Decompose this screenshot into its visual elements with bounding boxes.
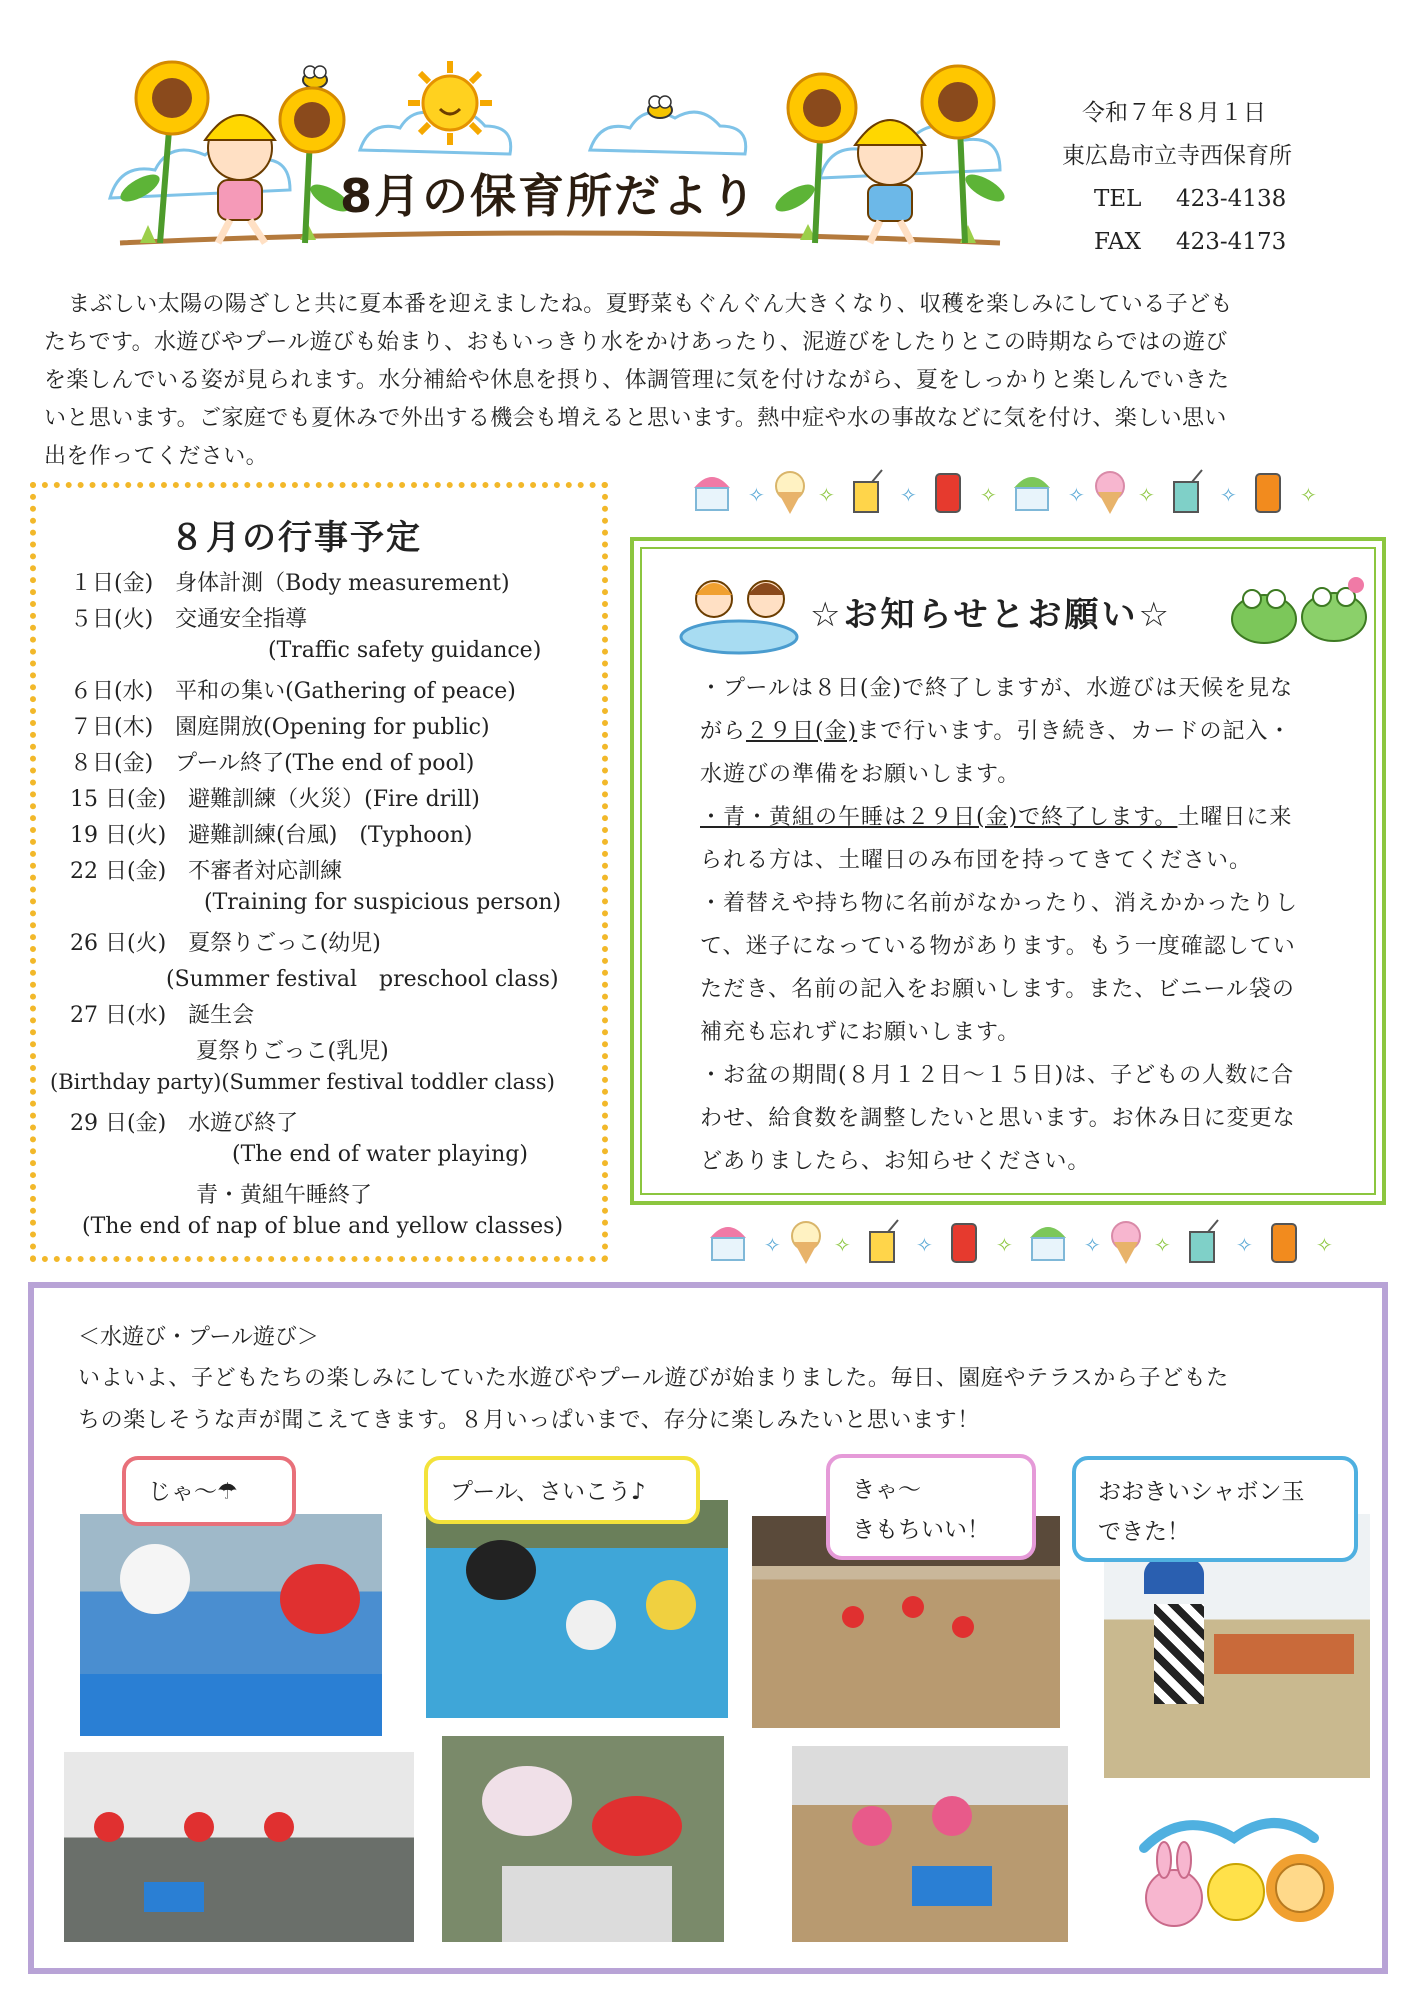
ice-cream-icon — [1112, 1222, 1140, 1264]
svg-text:✧: ✧ — [916, 1233, 933, 1257]
event-line: (Training for suspicious person) — [204, 890, 562, 915]
speech-bubble-1: じゃ～☂ — [122, 1456, 296, 1526]
water-play-heading: ＜水遊び・プール遊び＞ — [78, 1325, 319, 1350]
notice-text: 土曜日に来 — [1177, 805, 1293, 830]
sweets-decoration-row — [706, 1218, 1366, 1268]
svg-text:✧: ✧ — [1220, 483, 1237, 507]
soda-can-icon — [936, 474, 960, 512]
notice-box — [630, 537, 1386, 1205]
fax-label: FAX — [1094, 229, 1141, 255]
event-line: 22 日(金) 不審者対応訓練 — [70, 859, 343, 884]
shaved-ice-icon — [710, 1227, 746, 1260]
fax-number: 423-4173 — [1176, 229, 1287, 255]
intro-line: まぶしい太陽の陽ざしと共に夏本番を迎えましたね。夏野菜もぐんぐん大きくなり、収穫を楽しみにしている子ども — [68, 292, 1233, 317]
events-title: ８月の行事予定 — [170, 518, 422, 558]
event-line: 夏祭りごっこ(乳児) — [196, 1039, 389, 1064]
tel-label: TEL — [1094, 186, 1142, 212]
photo-terrace-water — [64, 1752, 414, 1942]
svg-text:✧: ✧ — [996, 1233, 1013, 1257]
event-line: 15 日(金) 避難訓練（火災）(Fire drill) — [70, 787, 480, 812]
svg-text:✧: ✧ — [1316, 1233, 1333, 1257]
animals-splash-icon — [1124, 1808, 1344, 1948]
notice-line: どありましたら、お知らせください。 — [700, 1149, 1091, 1174]
boy-child-icon — [855, 120, 925, 243]
event-line: ６日(水) 平和の集い(Gathering of peace) — [70, 679, 516, 704]
speech-bubble-4 — [1072, 1456, 1358, 1562]
frogs-icon — [1224, 571, 1374, 651]
event-line: (Traffic safety guidance) — [268, 638, 542, 663]
tel-number: 423-4138 — [1176, 186, 1287, 212]
water-play-line: いよいよ、子どもたちの楽しみにしていた水遊びやプール遊びが始まりました。毎日、園庭やテラスから子どもた — [78, 1366, 1229, 1391]
notice-text: まで行います。引き続き、カードの記入・ — [857, 719, 1292, 744]
tel-row — [1062, 178, 1292, 221]
page-title: 8月の保育所だより — [340, 169, 759, 223]
intro-line: たちです。水遊びやプール遊びも始まり、おもいっきり水をかけあったり、泥遊びをしたりとこの時期ならではの遊び — [44, 330, 1228, 355]
intro-line: を楽しんでいる姿が見られます。水分補給や休息を摂り、体調管理に気を付けながら、夏をしっかりと楽しんでいきた — [44, 368, 1230, 393]
svg-text:✧: ✧ — [1236, 1233, 1253, 1257]
notice-title: ☆お知らせとお願い☆ — [810, 595, 1172, 635]
bubble-line: きもちいい！ — [852, 1517, 990, 1543]
notice-underlined-date: ２９日(金) — [746, 719, 858, 744]
event-line: 27 日(水) 誕生会 — [70, 1003, 255, 1028]
photo-water-splash — [442, 1736, 724, 1942]
photo-water-play-1 — [80, 1514, 382, 1736]
event-line: 29 日(金) 水遊び終了 — [70, 1111, 299, 1136]
event-line: (Summer festival preschool class) — [166, 967, 559, 992]
notice-line: ・お盆の期間(８月１２日～１５日)は、子どもの人数に合 — [700, 1063, 1295, 1088]
event-line: ７日(木) 園庭開放(Opening for public) — [70, 715, 490, 740]
notice-line: ・プールは８日(金)で終了しますが、水遊びは天候を見な — [700, 676, 1294, 701]
bee-icon — [303, 66, 327, 88]
event-line: 青・黄組午睡終了 — [196, 1183, 373, 1208]
event-line: (The end of nap of blue and yellow classes) — [82, 1214, 564, 1239]
bubble-line: おおきいシャボン玉 — [1098, 1479, 1305, 1505]
fax-row — [1062, 221, 1292, 264]
juice-icon — [1190, 1220, 1218, 1262]
shaved-ice-icon — [694, 477, 730, 510]
svg-text:✧: ✧ — [1084, 1233, 1101, 1257]
notice-line: ただき、名前の記入をお願いします。また、ビニール袋の — [700, 977, 1295, 1002]
soda-can-icon — [952, 1224, 976, 1262]
header-info — [1062, 92, 1292, 264]
notice-line: 水遊びの準備をお願いします。 — [700, 762, 1021, 787]
juice-icon — [854, 470, 882, 512]
svg-text:✧: ✧ — [764, 1233, 781, 1257]
speech-bubble-2: プール、さいこう♪ — [424, 1456, 700, 1524]
issue-date: 令和７年８月１日 — [1082, 100, 1266, 126]
notice-body — [700, 667, 1360, 1183]
events-schedule-box — [30, 482, 608, 1262]
svg-text:✧: ✧ — [980, 483, 997, 507]
notice-line: ・着替えや持ち物に名前がなかったり、消えかかったりし — [700, 891, 1299, 916]
ice-cream-icon — [1096, 472, 1124, 514]
photo-pool-play — [426, 1500, 728, 1718]
notice-line — [700, 796, 1360, 839]
svg-text:✧: ✧ — [748, 483, 765, 507]
bee-icon — [648, 96, 672, 118]
svg-text:✧: ✧ — [818, 483, 835, 507]
notice-underlined-text: ・青・黄組の午睡は２９日(金)で終了します。 — [700, 805, 1178, 830]
svg-text:✧: ✧ — [834, 1233, 851, 1257]
bubble-line: きゃ～ — [852, 1477, 921, 1503]
sweets-decoration-row — [690, 468, 1350, 518]
svg-text:✧: ✧ — [900, 483, 917, 507]
svg-text:✧: ✧ — [1154, 1233, 1171, 1257]
ice-cream-icon — [792, 1222, 820, 1264]
svg-text:✧: ✧ — [1300, 483, 1317, 507]
notice-line — [700, 710, 1360, 753]
notice-line: られる方は、土曜日のみ布団を持ってきてください。 — [700, 848, 1253, 873]
water-play-text — [78, 1358, 1368, 1442]
photo-water-table — [792, 1746, 1068, 1942]
notice-text: がら — [700, 719, 747, 744]
soda-can-icon — [1256, 474, 1280, 512]
header-banner — [100, 58, 1020, 258]
event-line: (The end of water playing) — [232, 1142, 528, 1167]
intro-paragraph — [44, 286, 1374, 476]
intro-line: 出を作ってください。 — [44, 444, 269, 469]
ice-cream-icon — [776, 472, 804, 514]
intro-line: いと思います。ご家庭でも夏休みで外出する機会も増えると思います。熱中症や水の事故などに気を付け、楽しい思い — [44, 406, 1227, 431]
svg-text:✧: ✧ — [1138, 483, 1155, 507]
bubble-line: できた！ — [1098, 1519, 1190, 1545]
shaved-ice-icon — [1014, 477, 1050, 510]
shaved-ice-icon — [1030, 1227, 1066, 1260]
organization-name: 東広島市立寺西保育所 — [1062, 143, 1292, 169]
speech-bubble-3 — [826, 1454, 1036, 1560]
event-line: (Birthday party)(Summer festival toddler class) — [50, 1070, 555, 1094]
svg-text:✧: ✧ — [1068, 483, 1085, 507]
notice-line: わせ、給食数を調整したいと思います。お休み日に変更な — [700, 1106, 1296, 1131]
children-pool-icon — [674, 569, 804, 659]
water-play-section — [28, 1282, 1388, 1974]
event-line: １日(金) 身体計測（Body measurement) — [70, 571, 510, 596]
juice-icon — [1174, 470, 1202, 512]
event-line: ８日(金) プール終了(The end of pool) — [70, 751, 475, 776]
juice-icon — [870, 1220, 898, 1262]
soda-can-icon — [1272, 1224, 1296, 1262]
notice-line: 補充も忘れずにお願いします。 — [700, 1020, 1021, 1045]
water-play-line: ちの楽しそうな声が聞こえてきます。８月いっぱいまで、存分に楽しみたいと思います！ — [78, 1408, 980, 1433]
banner-illustration — [100, 58, 1020, 258]
event-line: 26 日(火) 夏祭りごっこ(幼児) — [70, 931, 381, 956]
event-line: 19 日(火) 避難訓練(台風) (Typhoon) — [70, 823, 473, 848]
notice-line: て、迷子になっている物があります。もう一度確認してい — [700, 934, 1296, 959]
event-line: ５日(火) 交通安全指導 — [70, 607, 308, 632]
